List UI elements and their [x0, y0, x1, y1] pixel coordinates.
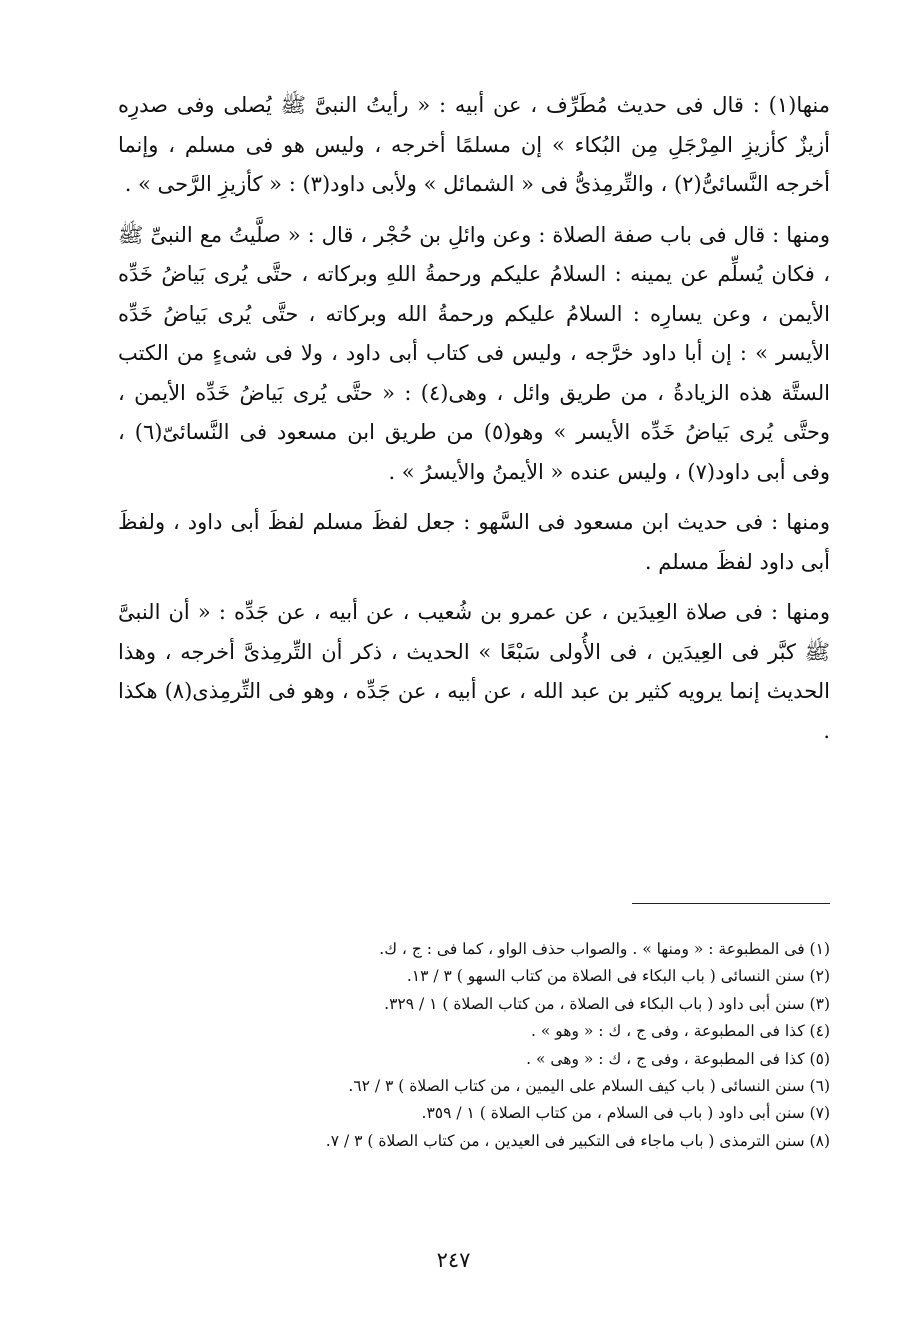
- footnote-6: (٦) سنن النسائى ( باب كيف السلام على اليمين ، من كتاب الصلاة ) ٣ / ٦٢.: [348, 1077, 830, 1096]
- main-text: [118, 86, 830, 751]
- footnote-5: (٥) كذا فى المطبوعة ، وفى ج ، ك : « وهى » .: [526, 1049, 830, 1068]
- footnote-8: (٨) سنن الترمذى ( باب ماجاء فى التكبير فى العيدين ، من كتاب الصلاة ) ٣ / ٧.: [325, 1131, 830, 1150]
- paragraph-1: منها(١) : قال فى حديث مُطَرِّف ، عن أبيه : « رأيتُ النبىَّ ﷺ يُصلى وفى صدرِه أزيزٌ كأزيزِ المِرْجَلِ مِن البُكاء » إن مسلمًا أخرجه ، وليس هو فى مسلم ، وإنما أخرجه النَّسائىُّ(٢) ، والتِّرمِذىُّ فى « الشمائل » ولأبى داود(٣) : « كأزيزِ الرَّحى » .: [118, 93, 830, 196]
- paragraph-4: ومنها : فى صلاة العِيدَين ، عن عمرو بن شُعيب ، عن أبيه ، عن جَدِّه : « أن النبىَّ ﷺ كبَّر فى العِيدَين ، فى الأُولى سَبْعًا » الحديث ، ذكر أن التِّرمِذىَّ أخرجه ، وهذا الحديث إنما يرويه كثير بن عبد الله ، عن أبيه ، عن جَدِّه ، وهو فى التِّرمِذى(٨) هكذا .: [118, 600, 830, 743]
- footnote-7: (٧) سنن أبى داود ( باب فى السلام ، من كتاب الصلاة ) ١ / ٣٥٩.: [421, 1104, 830, 1123]
- paragraph-2: ومنها : قال فى باب صفة الصلاة : وعن وائلِ بن حُجْر ، قال : « صلَّيتُ مع النبىِّ ﷺ ، فكان يُسلِّم عن يمينه : السلامُ عليكم ورحمةُ اللهِ وبركاته ، حتَّى يُرى بَياضُ خَدِّه الأيمن ، وعن يسارِه : السلامُ عليكم ورحمةُ الله وبركاته ، حتَّى يُرى بَياضُ خَدِّه الأيسر » : إن أبا داود خرَّجه ، وليس فى كتاب أبى داود ، ولا فى شىءٍ من الكتب الستَّة هذه الزيادةُ ، من طريق وائل ، وهى(٤) : « حتَّى يُرى بَياضُ خَدِّه الأيمن ، وحتَّى يُرى بَياضُ خَدِّه الأيسر » وهو(٥) من طريق ابن مسعود فى النَّسائىّ(٦) ، وفى أبى داود(٧) ، وليس عنده « الأيمنُ والأيسرُ » .: [118, 222, 830, 484]
- footnote-1: (١) فى المطبوعة : « ومنها » . والصواب حذف الواو ، كما فى : ج ، ك.: [379, 940, 830, 958]
- footnotes: [118, 936, 830, 1155]
- paragraph-3: ومنها : فى حديث ابن مسعود فى السَّهو : جعل لفظَ مسلم لفظَ أبى داود ، ولفظَ أبى داود لفظَ مسلم .: [118, 510, 830, 574]
- footnote-2: (٢) سنن النسائى ( باب البكاء فى الصلاة من كتاب السهو ) ٣ / ١٣.: [406, 967, 830, 986]
- page-number: ٢٤٧: [436, 1248, 471, 1272]
- footnote-3: (٣) سنن أبى داود ( باب البكاء فى الصلاة ، من كتاب الصلاة ) ١ / ٣٢٩.: [384, 994, 830, 1013]
- footnote-divider: [632, 903, 830, 904]
- footnote-4: (٤) كذا فى المطبوعة ، وفى ج ، ك : « وهو » .: [531, 1022, 830, 1041]
